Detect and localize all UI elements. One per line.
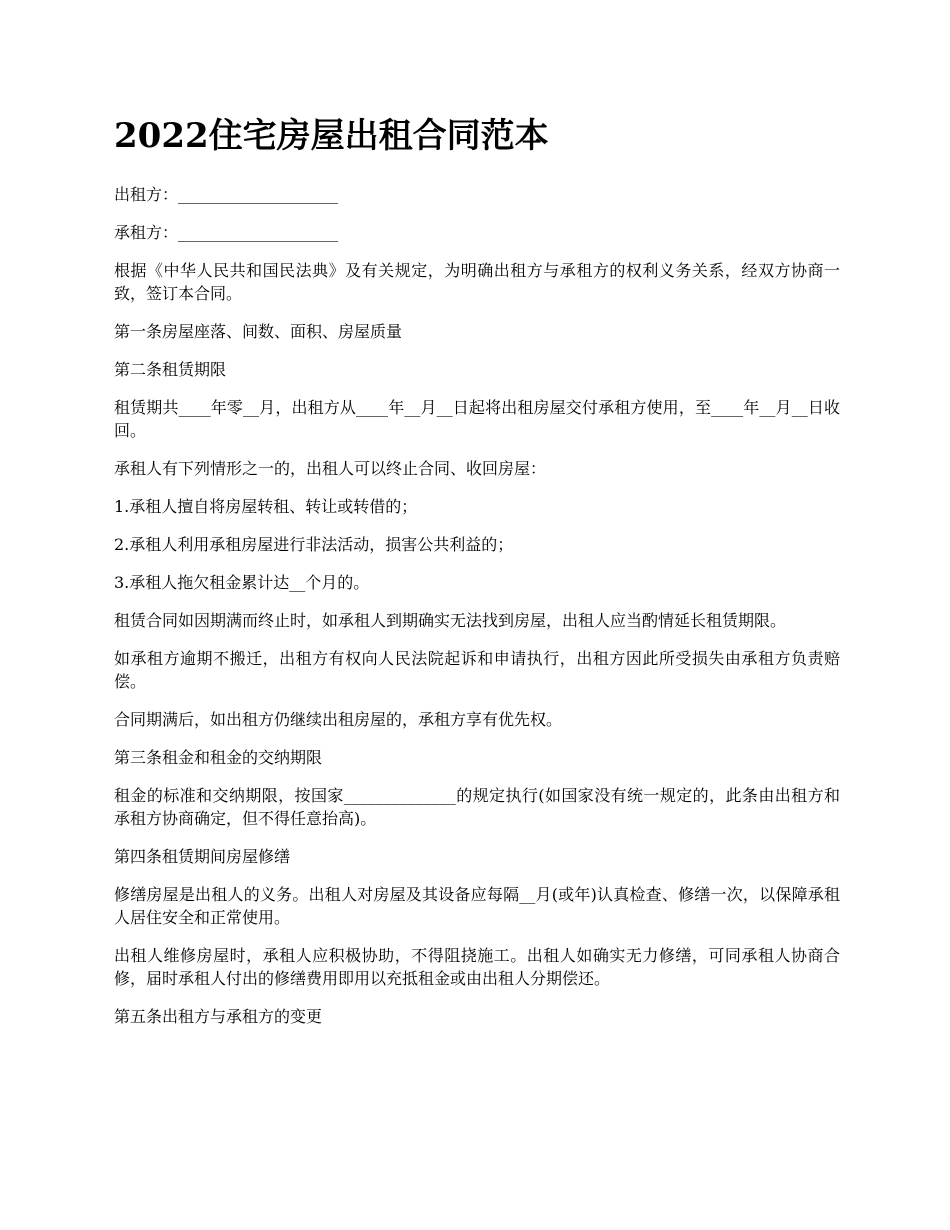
article-5-heading: 第五条出租方与承租方的变更	[114, 1007, 323, 1026]
termination-item-2: 2.承租人利用承租房屋进行非法活动，损害公共利益的；	[114, 535, 514, 554]
priority-right-paragraph: 合同期满后，如出租方仍继续出租房屋的，承租方享有优先权。	[114, 710, 563, 729]
repair-duty-paragraph: 修缮房屋是出租人的义务。出租人对房屋及其设备应每隔__月(或年)认真检查、修缮一次，以保障承租人居住安全和正常使用。	[114, 885, 840, 927]
article-2-heading: 第二条租赁期限	[114, 360, 227, 379]
repair-cooperation-paragraph: 出租人维修房屋时，承租人应积极协助，不得阻挠施工。出租人如确实无力修缮，可同承租人协商合修，届时承租人付出的修缮费用即用以充抵租金或由出租人分期偿还。	[114, 946, 840, 988]
lease-extension-paragraph: 租赁合同如因期满而终止时，如承租人到期确实无法找到房屋，出租人应当酌情延长租赁期限。	[114, 611, 787, 630]
document-body	[114, 183, 840, 1043]
overdue-eviction-paragraph: 如承租方逾期不搬迁，出租方有权向人民法院起诉和申请执行，出租方因此所受损失由承租方负责赔偿。	[114, 649, 840, 691]
termination-intro-paragraph: 承租人有下列情形之一的，出租人可以终止合同、收回房屋：	[114, 459, 547, 478]
document-page	[114, 0, 840, 1230]
termination-item-3: 3.承租人拖欠租金累计达__个月的。	[114, 573, 370, 592]
party-lessee-line: 承租方：____________________	[114, 223, 339, 242]
article-1-heading: 第一条房屋座落、间数、面积、房屋质量	[114, 322, 403, 341]
lease-term-paragraph: 租赁期共____年零__月，出租方从____年__月__日起将出租房屋交付承租方使用，至____年__月__日收回。	[114, 398, 840, 440]
party-lessor-line: 出租方：____________________	[114, 185, 339, 204]
document-title: 2022住宅房屋出租合同范本	[114, 116, 549, 156]
article-4-heading: 第四条租赁期间房屋修缮	[114, 847, 291, 866]
article-3-heading: 第三条租金和租金的交纳期限	[114, 748, 323, 767]
rent-standard-paragraph: 租金的标准和交纳期限，按国家______________的规定执行(如国家没有统一规定的，此条由出租方和承租方协商确定，但不得任意抬高)。	[114, 786, 840, 828]
preamble-paragraph: 根据《中华人民共和国民法典》及有关规定，为明确出租方与承租方的权利义务关系，经双方协商一致，签订本合同。	[114, 261, 840, 303]
termination-item-1: 1.承租人擅自将房屋转租、转让或转借的；	[114, 497, 418, 516]
